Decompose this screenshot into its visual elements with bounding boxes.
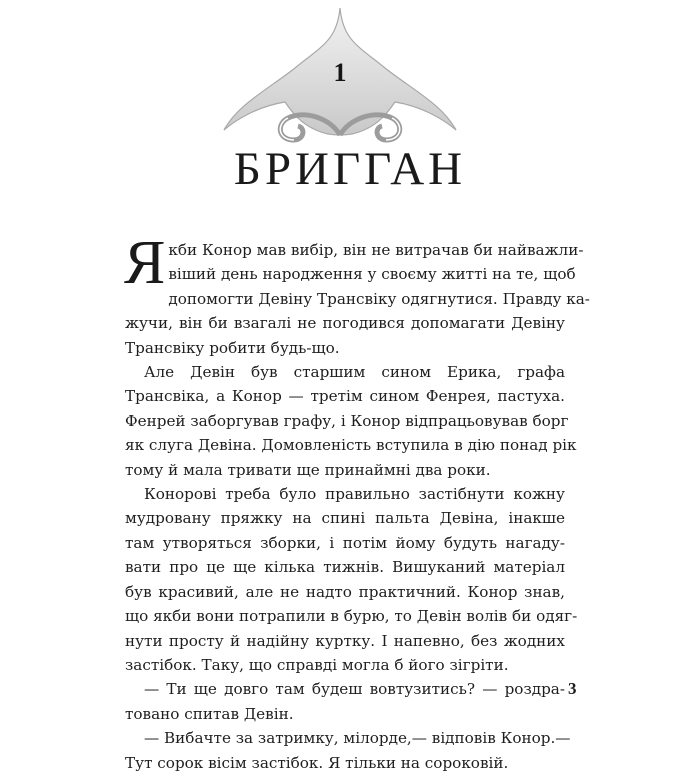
body-text: [124, 229, 590, 775]
text-line: — Вибачте за затримку, мілорде,— відповів Конор.—: [144, 729, 571, 748]
paragraph-3: [125, 482, 578, 677]
text-line: мудровану пряжку на спині пальта Девіна, інакше: [125, 509, 565, 528]
text-line: там утворяться зборки, і потім йому будуть нагаду-: [125, 533, 565, 552]
text-line: був красивий, але не надто практичний. Конор знав,: [125, 582, 565, 601]
text-line: Трансвіку робити будь-що.: [125, 338, 340, 357]
text-line: Але Девін був старшим сином Ерика, графа: [144, 363, 565, 382]
text-line: кби Конор мав вибір, він не витрачав би найважли-: [168, 241, 584, 259]
text-line: застібок. Таку, що справді могла б його зігріти.: [125, 655, 509, 674]
paragraph-4: [125, 677, 565, 726]
text-line: Фенрей заборгував графу, і Конор відпрацьовував борг: [125, 411, 569, 430]
drop-cap: Я: [124, 229, 166, 297]
paragraph-2: [125, 360, 577, 482]
paragraph-1: [124, 229, 590, 360]
text-line: тому й мала тривати ще принаймні два роки.: [125, 460, 491, 479]
text-line: Трансвіка, а Конор — третім сином Фенрея, пастуха.: [125, 387, 565, 406]
text-line: — Ти ще довго там будеш вовтузитись? — роздра-: [144, 680, 565, 699]
text-line: Конорові треба було правильно застібнути кожну: [144, 485, 565, 504]
text-line: що якби вони потрапили в бурю, то Девін волів би одяг-: [125, 607, 578, 626]
text-line: вати про це ще кілька тижнів. Вишуканий матеріал: [125, 558, 565, 577]
text-line: як слуга Девіна. Домовленість вступила в дію понад рік: [125, 436, 577, 455]
text-line: жучи, він би взагалі не погодився допомагати Девіну: [125, 314, 565, 333]
text-line: Тут сорок вісім застібок. Я тільки на сороковій.: [125, 753, 509, 772]
text-line: віший день народження у своєму житті на те, щоб: [168, 265, 576, 284]
text-line: нути просту й надійну куртку. І напевно, без жодних: [125, 631, 565, 650]
paragraph-5: [125, 726, 571, 775]
text-line: допомогти Девіну Трансвіку одягнутися. Правду ка-: [168, 289, 590, 308]
page-number: 3: [568, 679, 577, 698]
chapter-title: БРИГГАН: [233, 143, 467, 195]
text-line: товано спитав Девін.: [125, 704, 294, 723]
chapter-number: 1: [333, 58, 347, 87]
